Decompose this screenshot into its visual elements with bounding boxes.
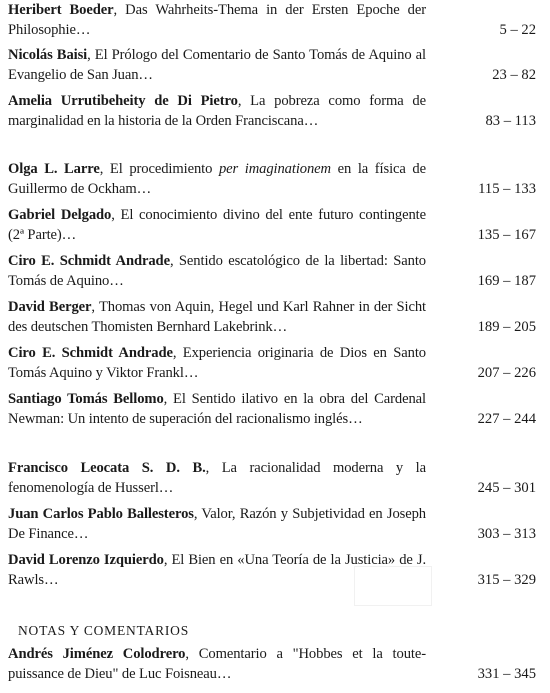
toc-entry-text — [8, 343, 426, 383]
toc-entry-author: Gabriel Delgado — [8, 207, 112, 223]
toc-entry-text — [8, 0, 426, 40]
toc-entry-author: Amelia Urrutibeheity de Di Pietro — [8, 93, 238, 109]
toc-entry — [8, 297, 538, 337]
toc-entry — [8, 504, 538, 544]
toc-entry — [8, 251, 538, 291]
toc-entry-text — [8, 251, 426, 291]
toc-entry-author: Ciro E. Schmidt Andrade — [8, 345, 173, 361]
toc-entry-pages: 245 – 301 — [477, 480, 536, 496]
toc-entry-title: , El Prólogo del Comentario de Santo Tomás de Aquino al Evangelio de San Juan… — [8, 47, 426, 83]
toc-entry — [8, 205, 538, 245]
toc-entry-pages: 331 – 345 — [477, 666, 536, 682]
toc-entry-title-rest: en la física de Guillermo de Ockham… — [8, 161, 426, 197]
toc-entry-author: Juan Carlos Pablo Ballesteros — [8, 506, 194, 522]
toc-entry-text — [8, 297, 426, 337]
toc-entry-author: Andrés Jiménez Colodrero — [8, 646, 186, 662]
toc-entry-pages: 115 – 133 — [478, 181, 536, 197]
toc-entry-title: , Sentido escatológico de la libertad: Santo Tomás de Aquino… — [8, 253, 426, 289]
toc-entry-text — [8, 205, 426, 245]
toc-entry — [8, 343, 538, 383]
toc-entry-text — [8, 458, 426, 498]
toc-entry-title: , El Sentido ilativo en la obra del Cardenal Newman: Un intento de superación del racionalismo inglés… — [8, 391, 427, 427]
toc-entry-pages: 303 – 313 — [477, 526, 536, 542]
toc-entry-title-italic: per imaginationem — [218, 161, 331, 177]
toc-entry-text — [8, 45, 426, 85]
toc-entry-pages: 189 – 205 — [477, 319, 536, 335]
toc-entry-pages: 169 – 187 — [477, 273, 536, 289]
toc-entry — [8, 550, 538, 590]
toc-entry-author: David Lorenzo Izquierdo — [8, 552, 164, 568]
toc-entry-title: , El Bien en «Una Teoría de la Justicia» de J. Rawls… — [8, 552, 426, 588]
section-heading: NOTAS Y COMENTARIOS — [18, 623, 190, 638]
toc-entry — [8, 0, 538, 40]
toc-entry-pages: 227 – 244 — [477, 411, 536, 427]
toc-entry-text — [8, 389, 426, 429]
toc-entry-author: Santiago Tomás Bellomo — [8, 391, 164, 407]
toc-entry-title: , Valor, Razón y Subjetividad en Joseph De Finance… — [8, 506, 426, 542]
toc-entry-text — [8, 504, 426, 544]
toc-entry-title: , Das Wahrheits-Thema in der Ersten Epoche der Philosophie… — [8, 2, 426, 38]
toc-entry-text — [8, 159, 426, 199]
toc-entry-author: Nicolás Baisi — [8, 47, 88, 63]
toc-entry-pages: 23 – 82 — [492, 67, 536, 83]
toc-entry-title: , Thomas von Aquin, Hegel und Karl Rahner in der Sicht des deutschen Thomisten Bernhard Lakebrink… — [8, 299, 426, 335]
toc-note-entry — [8, 644, 538, 684]
faint-stamp-mark — [354, 566, 432, 606]
toc-entry-title: , La racionalidad moderna y la fenomenología de Husserl… — [8, 460, 426, 496]
toc-entry-pages: 83 – 113 — [485, 113, 536, 129]
toc-entry — [8, 389, 538, 429]
toc-entry-text — [8, 644, 426, 684]
toc-entry — [8, 45, 538, 85]
toc-entry-pages: 135 – 167 — [477, 227, 536, 243]
toc-entry — [8, 159, 538, 199]
toc-entry-author: Francisco Leocata S. D. B. — [8, 460, 206, 476]
toc-entry-pages: 207 – 226 — [477, 365, 536, 381]
toc-entry-title: , El procedimiento — [99, 161, 219, 177]
toc-entry-pages: 5 – 22 — [499, 22, 536, 38]
toc-entry-text — [8, 91, 426, 131]
toc-entry-author: David Berger — [8, 299, 92, 315]
toc-entry-author: Olga L. Larre — [8, 161, 100, 177]
toc-entry-pages: 315 – 329 — [477, 572, 536, 588]
toc-entry-title: , El conocimiento divino del ente futuro contingente (2ª Parte)… — [8, 207, 426, 243]
toc-entry-title: , La pobreza como forma de marginalidad en la historia de la Orden Franciscana… — [8, 93, 426, 129]
toc-entry — [8, 91, 538, 131]
toc-entry-title: , Experiencia originaria de Dios en Santo Tomás Aquino y Viktor Frankl… — [8, 345, 426, 381]
toc-entry-title: , Comentario a "Hobbes et la toute-puissance de Dieu" de Luc Foisneau… — [8, 646, 426, 682]
toc-entry — [8, 458, 538, 498]
toc-entry-author: Ciro E. Schmidt Andrade — [8, 253, 170, 269]
toc-entry-author: Heribert Boeder — [8, 2, 114, 18]
